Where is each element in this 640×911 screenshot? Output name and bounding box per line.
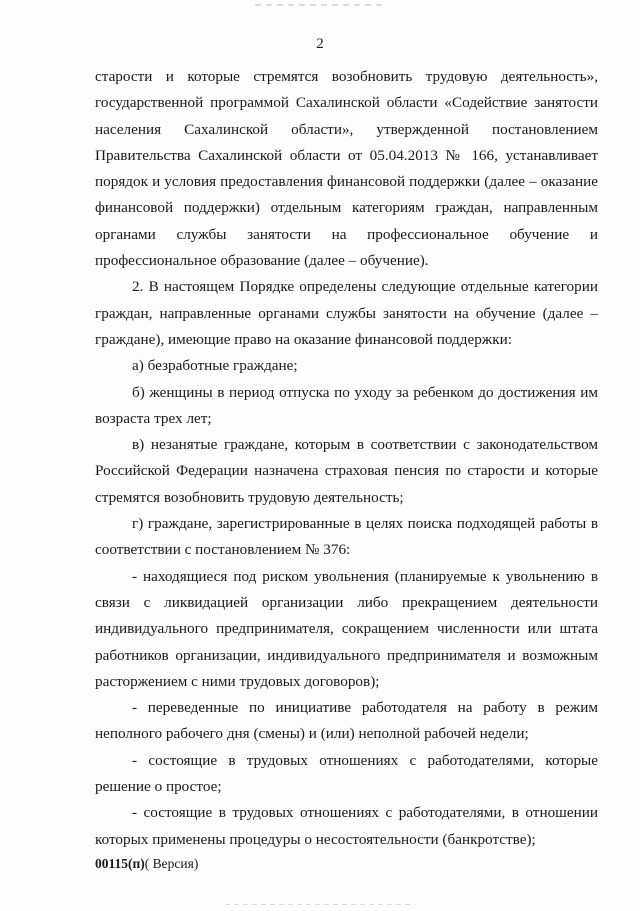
text-line: а) безработные граждане; [132,357,298,375]
text-line: решение о простое; [95,778,222,796]
page-number: 2 [316,36,324,52]
text-line: которых применены процедуры о несостоятельности (банкротстве); [95,830,536,848]
document-body [95,64,598,853]
text-line: неполного рабочего дня (смены) и (или) неполной рабочей недели; [95,725,529,743]
text-line: финансовой поддержки) отдельным категориям граждан, направленным [95,199,598,217]
text-line: 2. В настоящем Порядке определены следующие отдельные категории [132,278,598,296]
document-code [95,856,198,872]
document-code-number: 00115(п) [95,856,145,871]
text-line: порядок и условия предоставления финансовой поддержки (далее – оказание [95,173,598,191]
text-line: Правительства Сахалинской области от 05.04.2013 № 166, устанавливает [95,146,598,164]
text-line: граждан, направленные органами службы занятости на обучение (далее – [95,304,598,322]
text-line: государственной программой Сахалинской области «Содействие занятости [95,94,598,112]
text-line: в) незанятые граждане, которым в соответствии с законодательством [132,436,598,454]
text-line: индивидуального предпринимателя, сокращением численности или штата [95,620,598,638]
text-line: - находящиеся под риском увольнения (планируемые к увольнению в [132,567,598,585]
text-line: расторжением с ними трудовых договоров); [95,672,380,690]
scan-artifact-top [255,4,385,6]
text-line: - переведенные по инициативе работодателя на работу в режим [132,699,598,717]
text-line: связи с ликвидацией организации либо прекращением деятельности [95,593,598,611]
text-line: профессиональное образование (далее – обучение). [95,252,429,270]
text-line: Российской Федерации назначена страховая пенсия по старости и которые [95,462,598,480]
text-line: работников организации, индивидуального предпринимателя и возможным [95,646,598,664]
text-line: граждане), имеющие право на оказание финансовой поддержки: [95,330,513,348]
text-line: органами службы занятости на профессиональное обучение и [95,225,598,243]
scan-artifact-bottom [225,904,415,905]
text-line: возраста трех лет; [95,409,212,427]
text-line: соответствии с постановлением № 376: [95,541,351,559]
text-line: - состоящие в трудовых отношениях с работодателями, которые [132,751,598,769]
text-line: населения Сахалинской области», утвержденной постановлением [95,120,598,138]
text-line: старости и которые стремятся возобновить трудовую деятельность», [95,68,598,85]
document-version: ( Версия) [144,856,199,871]
text-line: г) граждане, зарегистрированные в целях поиска подходящей работы в [132,515,598,533]
text-line: стремятся возобновить трудовую деятельность; [95,488,404,506]
text-line: б) женщины в период отпуска по уходу за ребенком до достижения им [132,383,598,401]
text-line: - состоящие в трудовых отношениях с работодателями, в отношении [132,804,598,822]
